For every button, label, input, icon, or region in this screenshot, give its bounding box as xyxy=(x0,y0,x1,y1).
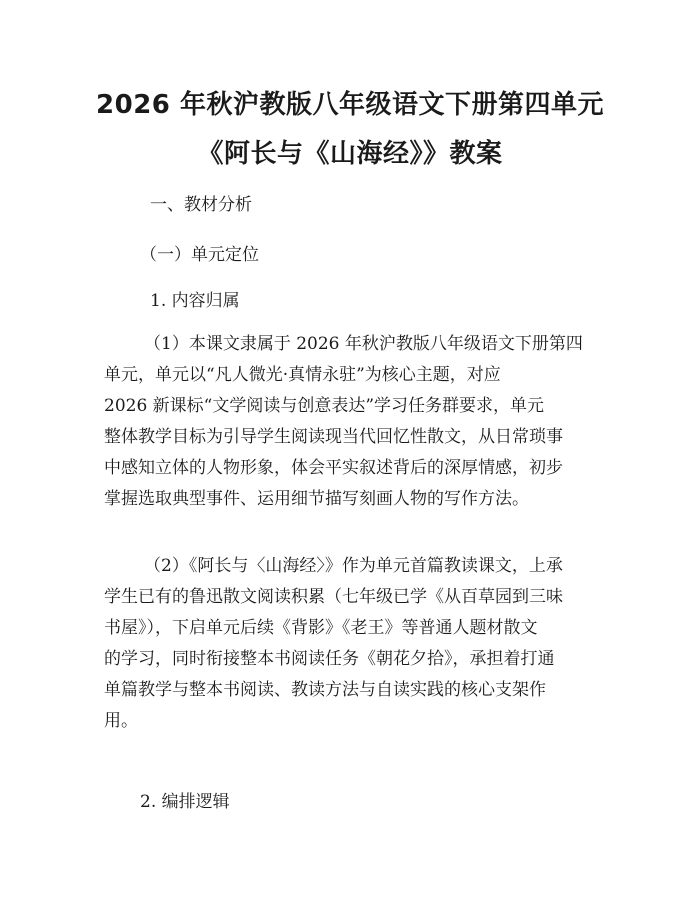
paragraph-line: 2026 新课标“文学阅读与创意表达”学习任务群要求，单元 xyxy=(104,396,545,416)
item-heading-content-belonging: 1. 内容归属 xyxy=(150,291,240,311)
document-title-line-2: 《阿长与《山海经》》教案 xyxy=(197,139,503,169)
item-heading-arrangement-logic: 2. 编排逻辑 xyxy=(140,792,230,812)
paragraph-line: 学生已有的鲁迅散文阅读积累（七年级已学《从百草园到三味 xyxy=(104,587,563,607)
paragraph-line: 用。 xyxy=(104,711,138,731)
paragraph-line: 的学习，同时衔接整本书阅读任务《朝花夕拾》，承担着打通 xyxy=(104,649,555,669)
paragraph-line: 中感知立体的人物形象，体会平实叙述背后的深厚情感，初步 xyxy=(104,458,563,478)
paragraph-line: 单篇教学与整本书阅读、教读方法与自读实践的核心支架作 xyxy=(104,680,546,700)
subsection-heading-unit-positioning: （一）单元定位 xyxy=(140,245,259,265)
paragraph-line: 整体教学目标为引导学生阅读现当代回忆性散文，从日常琐事 xyxy=(104,427,563,447)
paragraph-line: 书屋》），下启单元后续《背影》《老王》等普通人题材散文 xyxy=(104,618,538,638)
paragraph-line: （2）《阿长与〈山海经〉》作为单元首篇教读课文，上承 xyxy=(144,556,563,576)
document-title-line-1: 2026 年秋沪教版八年级语文下册第四单元 xyxy=(96,90,604,120)
paragraph-line: （1）本课文隶属于 2026 年秋沪教版八年级语文下册第四 xyxy=(144,334,583,354)
paragraph-line: 掌握选取典型事件、运用细节描写刻画人物的写作方法。 xyxy=(104,489,529,509)
section-heading-teaching-material-analysis: 一、教材分析 xyxy=(150,195,252,215)
paragraph-1 xyxy=(104,329,600,515)
paragraph-line: 单元，单元以“凡人微光·真情永驻”为核心主题，对应 xyxy=(104,365,501,385)
paragraph-2 xyxy=(104,551,600,737)
